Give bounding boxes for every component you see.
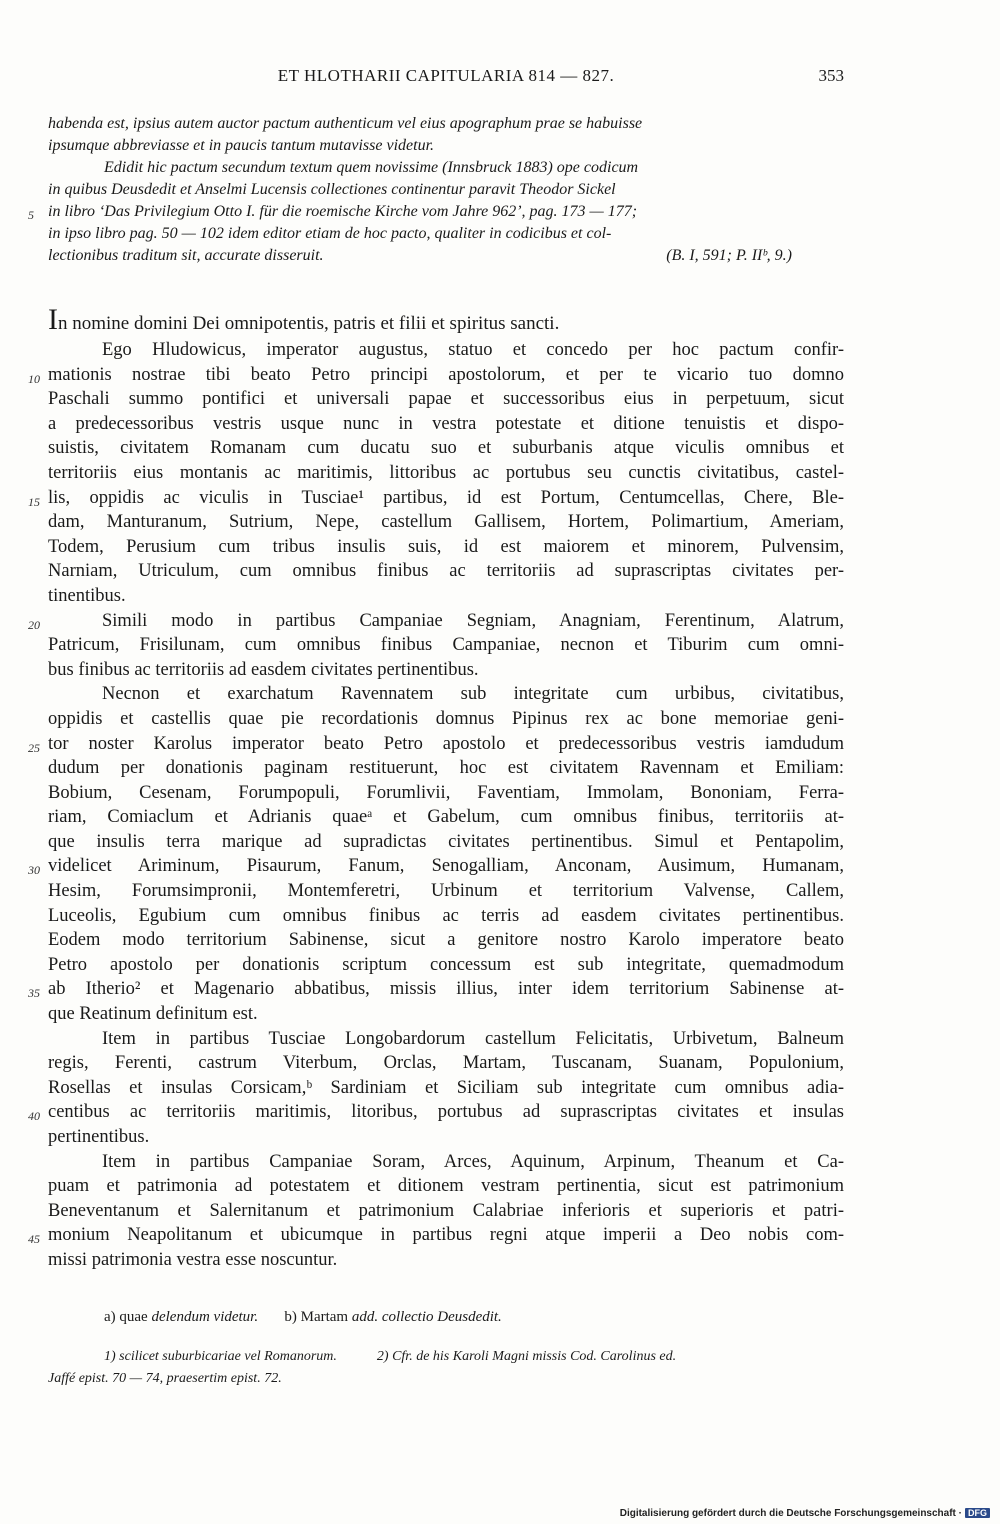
text-line bbox=[28, 609, 844, 634]
apparatus-notes bbox=[48, 1306, 844, 1328]
opening-line bbox=[48, 303, 844, 338]
text-line-content: centibus ac territoriis maritimis, litoribus, portubus ad suprascriptas civitates et insulas bbox=[48, 1102, 844, 1123]
footnotes bbox=[48, 1346, 844, 1390]
text-line: tinentibus. bbox=[48, 585, 126, 606]
line-number: 45 bbox=[28, 1232, 40, 1247]
credit-text: Digitalisierung gefördert durch die Deutsche Forschungsgemeinschaft · bbox=[619, 1508, 962, 1519]
line-number: 10 bbox=[28, 371, 40, 386]
intro-line-text: in libro ‘Das Privilegium Otto I. für die roemische Kirche vom Jahre 962’, pag. 173 — 177; bbox=[48, 203, 638, 220]
text-line-content: lis, oppidis ac viculis in Tusciae¹ partibus, id est Portum, Centumcellas, Chere, Ble- bbox=[48, 487, 844, 508]
text-line: territoriis eius montanis ac maritimis, littoribus ac portubus seu cunctis civitatibus, castel- bbox=[48, 462, 844, 483]
source-reference: (B. I, 591; P. IIᵇ, 9.) bbox=[666, 247, 792, 264]
line-number: 40 bbox=[28, 1109, 40, 1124]
text-line: a predecessoribus vestris usque nunc in vestra potestate et ditione tenuistis et dispo- bbox=[48, 413, 844, 434]
text-line: Luceolis, Egubium cum omnibus finibus ac terris ad easdem civitates pertinentibus. bbox=[48, 905, 844, 926]
intro-line-text: lectionibus traditum sit, accurate disseruit. bbox=[48, 247, 324, 264]
text-line: Item in partibus Tusciae Longobardorum castellum Felicitatis, Urbivetum, Balneum bbox=[102, 1028, 844, 1049]
digitization-credit bbox=[620, 1508, 990, 1519]
text-line: pertinentibus. bbox=[48, 1127, 150, 1147]
text-line bbox=[28, 732, 844, 757]
editorial-introduction bbox=[28, 113, 844, 267]
line-number: 30 bbox=[28, 863, 40, 878]
text-line: Ego Hludowicus, imperator augustus, statuo et concedo per hoc pactum confir- bbox=[102, 340, 844, 360]
line-number: 20 bbox=[28, 617, 40, 632]
intro-line-with-reference bbox=[48, 245, 844, 267]
text-line: Eodem modo territorium Sabinense, sicut a genitore nostro Karolo imperatore beato bbox=[48, 930, 844, 951]
text-line: Necnon et exarchatum Ravennatem sub integritate cum urbibus, civitatibus, bbox=[102, 684, 844, 705]
note-a-label: a) quae bbox=[104, 1309, 148, 1325]
line-number: 25 bbox=[28, 740, 40, 755]
text-line: que Reatinum definitum est. bbox=[48, 1004, 258, 1025]
text-line: Paschali summo pontifici et universali papae et successoribus eius in perpetuum, sicut bbox=[48, 389, 844, 410]
text-line: bus finibus ac territoriis ad easdem civitates pertinentibus. bbox=[48, 659, 479, 680]
opening-text: n nomine domini Dei omnipotentis, patris et filii et spiritus sancti. bbox=[58, 313, 560, 334]
footnote-line bbox=[48, 1346, 844, 1368]
intro-line-5 bbox=[28, 201, 844, 223]
running-header bbox=[48, 66, 844, 96]
text-line: missi patrimonia vestra esse noscuntur. bbox=[48, 1249, 338, 1270]
text-line: Beneventanum et Salernitanum et patrimonium Calabriae inferioris et superioris et patri- bbox=[48, 1200, 844, 1221]
line-number: 15 bbox=[28, 494, 40, 509]
intro-line: habenda est, ipsius autem auctor pactum authenticum vel eius apographum prae se habuisse bbox=[48, 115, 643, 132]
text-line: Rosellas et insulas Corsicam,ᵇ Sardiniam et Siciliam sub integritate cum omnibus adia- bbox=[48, 1077, 844, 1098]
text-line: Patricum, Frisilunam, cum omnibus finibus Campaniae, necnon et Tiburim cum omni- bbox=[48, 635, 844, 656]
text-line: Narniam, Utriculum, cum omnibus finibus ac territoriis ad suprascriptas civitates per- bbox=[48, 561, 844, 582]
intro-line: in ipso libro pag. 50 — 102 idem editor etiam de hoc pacto, qualiter in codicibus et col- bbox=[48, 225, 612, 242]
text-line: riam, Comiaclum et Adrianis quaeᵃ et Gabelum, cum omnibus finibus, territoriis at- bbox=[48, 807, 844, 828]
note-b-label: b) Martam bbox=[284, 1309, 349, 1325]
text-line-content: videlicet Ariminum, Pisaurum, Fanum, Senogalliam, Anconam, Ausimum, Humanam, bbox=[48, 856, 844, 877]
footnote-line: Jaffé epist. 70 — 74, praesertim epist. 72. bbox=[48, 1371, 282, 1386]
text-line: Bobium, Cesenam, Forumpopuli, Forumlivii, Faventiam, Immolam, Bononiam, Ferra- bbox=[48, 782, 844, 803]
text-line: dam, Manturanum, Sutrium, Nepe, castellum Gallisem, Hortem, Polimartium, Ameriam, bbox=[48, 512, 844, 533]
text-line-content: ab Itherio² et Magenario abbatibus, missis illius, inter idem territorium Sabinense at- bbox=[48, 979, 844, 1000]
text-line: Hesim, Forumsimpronii, Montemferetri, Urbinum et territorium Valvense, Callem, bbox=[48, 881, 844, 902]
line-number: 35 bbox=[28, 986, 40, 1001]
text-line: oppidis et castellis quae pie recordationis domnus Pipinus rex ac bone memoriae geni- bbox=[48, 708, 844, 729]
text-line: puam et patrimonia ad potestatem et ditionem vestram pertinentia, sicut est patrimonium bbox=[48, 1176, 844, 1197]
text-line-content: tor noster Karolus imperator beato Petro apostolo et predecessoribus vestris iamdudum bbox=[48, 733, 844, 754]
charter-text bbox=[28, 303, 844, 1273]
intro-line: Edidit hic pactum secundum textum quem novissime (Innsbruck 1883) ope codicum bbox=[104, 159, 639, 176]
text-line bbox=[28, 1223, 844, 1248]
text-line-content: Simili modo in partibus Campaniae Segniam, Anagniam, Ferentinum, Alatrum, bbox=[102, 610, 844, 631]
line-number: 5 bbox=[28, 208, 34, 222]
drop-capital: I bbox=[48, 303, 58, 336]
text-line bbox=[28, 363, 844, 388]
footnote-2: 2) Cfr. de his Karoli Magni missis Cod. Carolinus ed. bbox=[376, 1349, 677, 1364]
text-line: Todem, Perusium cum tribus insulis suis, id est maiorem et minorem, Pulvensim, bbox=[48, 536, 844, 557]
note-b-text: add. collectio Deusdedit. bbox=[351, 1309, 502, 1325]
text-line bbox=[28, 486, 844, 511]
note-a-text: delendum videtur. bbox=[151, 1309, 259, 1325]
footnote-1: 1) scilicet suburbicariae vel Romanorum. bbox=[104, 1349, 337, 1364]
text-line-content: mationis nostrae tibi beato Petro principi apostolorum, et per te vicario tuo domno bbox=[48, 364, 844, 385]
critical-apparatus bbox=[48, 1306, 844, 1328]
intro-line: in quibus Deusdedit et Anselmi Lucensis collectiones continentur paravit Theodor Sickel bbox=[48, 181, 616, 198]
text-line: dudum per donationis paginam restituerunt, hoc est civitatem Ravennam et Emiliam: bbox=[48, 758, 844, 779]
dfg-logo-icon: DFG bbox=[965, 1508, 990, 1518]
text-line: que insulis terra marique ad supradictas civitates pertinentibus. Simul et Pentapolim, bbox=[48, 831, 844, 852]
text-line bbox=[28, 1100, 844, 1125]
intro-line: ipsumque abbreviasse et in paucis tantum mutavisse videtur. bbox=[48, 137, 435, 154]
page-number: 353 bbox=[818, 66, 844, 85]
text-line-content: monium Neapolitanum et ubicumque in partibus regni atque imperii a Deo nobis com- bbox=[48, 1225, 844, 1246]
text-line: Petro apostolo per donationis scriptum concessum est sub integritate, quemadmodum bbox=[48, 954, 844, 975]
text-line: suistis, civitatem Romanam cum ducatu suo et suburbanis atque viculis omnibus et bbox=[48, 438, 844, 459]
text-line: regis, Ferenti, castrum Viterbum, Orclas, Martam, Tuscanam, Suanam, Populonium, bbox=[48, 1053, 844, 1074]
text-line bbox=[28, 977, 844, 1002]
text-line bbox=[28, 854, 844, 879]
text-line: Item in partibus Campaniae Soram, Arces, Aquinum, Arpinum, Theanum et Ca- bbox=[102, 1151, 844, 1172]
running-title: ET HLOTHARII CAPITULARIA 814 — 827. bbox=[277, 66, 615, 85]
